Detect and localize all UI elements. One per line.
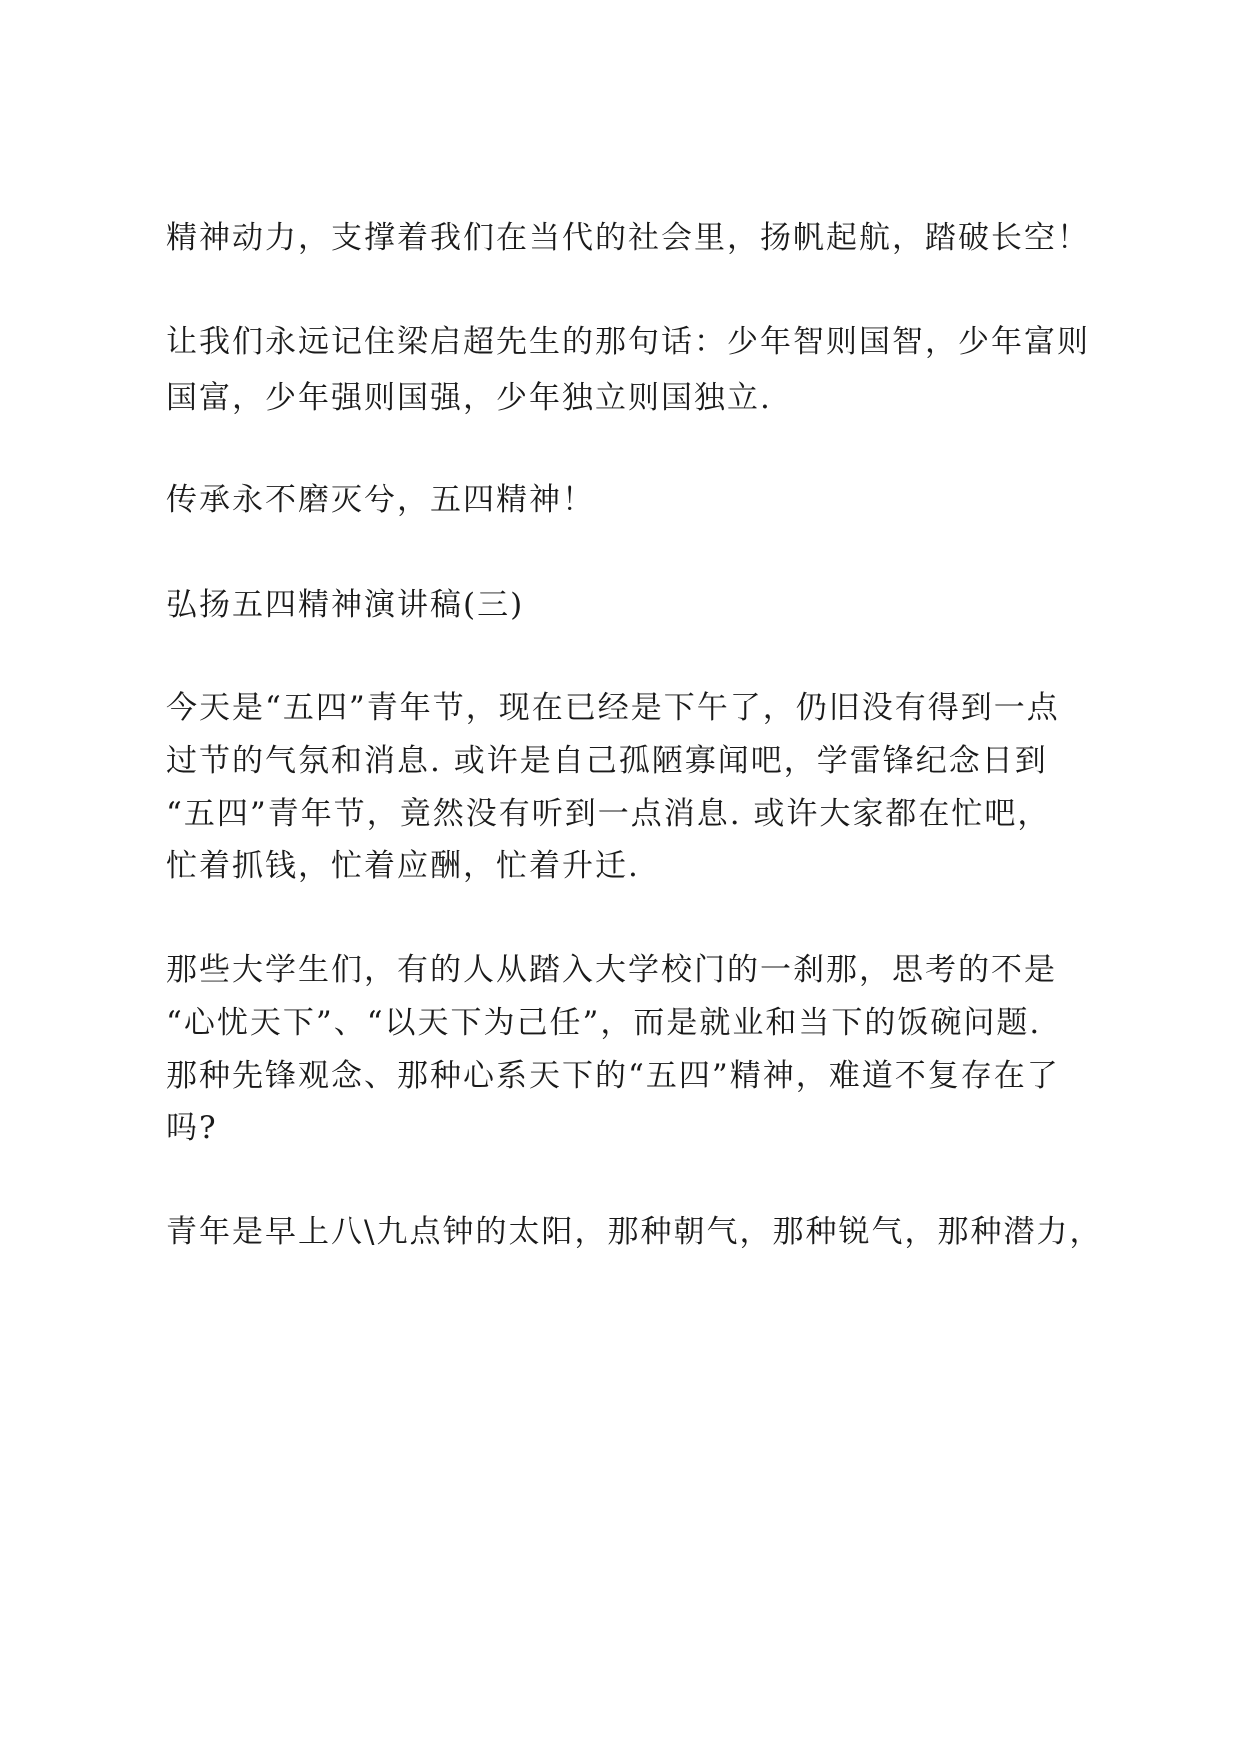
paragraph-3-line-1: 传承永不磨灭兮，五四精神！ (166, 482, 595, 518)
paragraph-6-line-3: 那种先锋观念、那种心系天下的“五四”精神，难道不复存在了 (166, 1058, 1060, 1094)
paragraph-6-line-4: 吗? (166, 1110, 218, 1146)
paragraph-5-line-3: “五四”青年节，竟然没有听到一点消息. 或许大家都在忙吧， (166, 796, 1051, 832)
paragraph-5-line-2: 过节的气氛和消息. 或许是自己孤陋寡闻吧，学雷锋纪念日到 (166, 743, 1048, 779)
paragraph-5-line-4: 忙着抓钱，忙着应酬，忙着升迁. (166, 848, 640, 884)
paragraph-7-line-1: 青年是早上八\九点钟的太阳，那种朝气，那种锐气，那种潜力， (166, 1214, 1103, 1250)
section-heading: 弘扬五四精神演讲稿(三) (166, 587, 525, 623)
paragraph-1-line-1: 精神动力，支撑着我们在当代的社会里，扬帆起航，踏破长空！ (166, 220, 1090, 256)
paragraph-2-line-1: 让我们永远记住梁启超先生的那句话：少年智则国智，少年富则 (166, 324, 1090, 360)
paragraph-6-line-2: “心忧天下”、“以天下为己任”，而是就业和当下的饭碗问题. (166, 1005, 1042, 1041)
paragraph-5-line-1: 今天是“五四”青年节，现在已经是下午了，仍旧没有得到一点 (166, 690, 1060, 726)
paragraph-2-line-2: 国富，少年强则国强，少年独立则国独立. (166, 380, 772, 416)
paragraph-6-line-1: 那些大学生们，有的人从踏入大学校门的一刹那，思考的不是 (166, 952, 1057, 988)
